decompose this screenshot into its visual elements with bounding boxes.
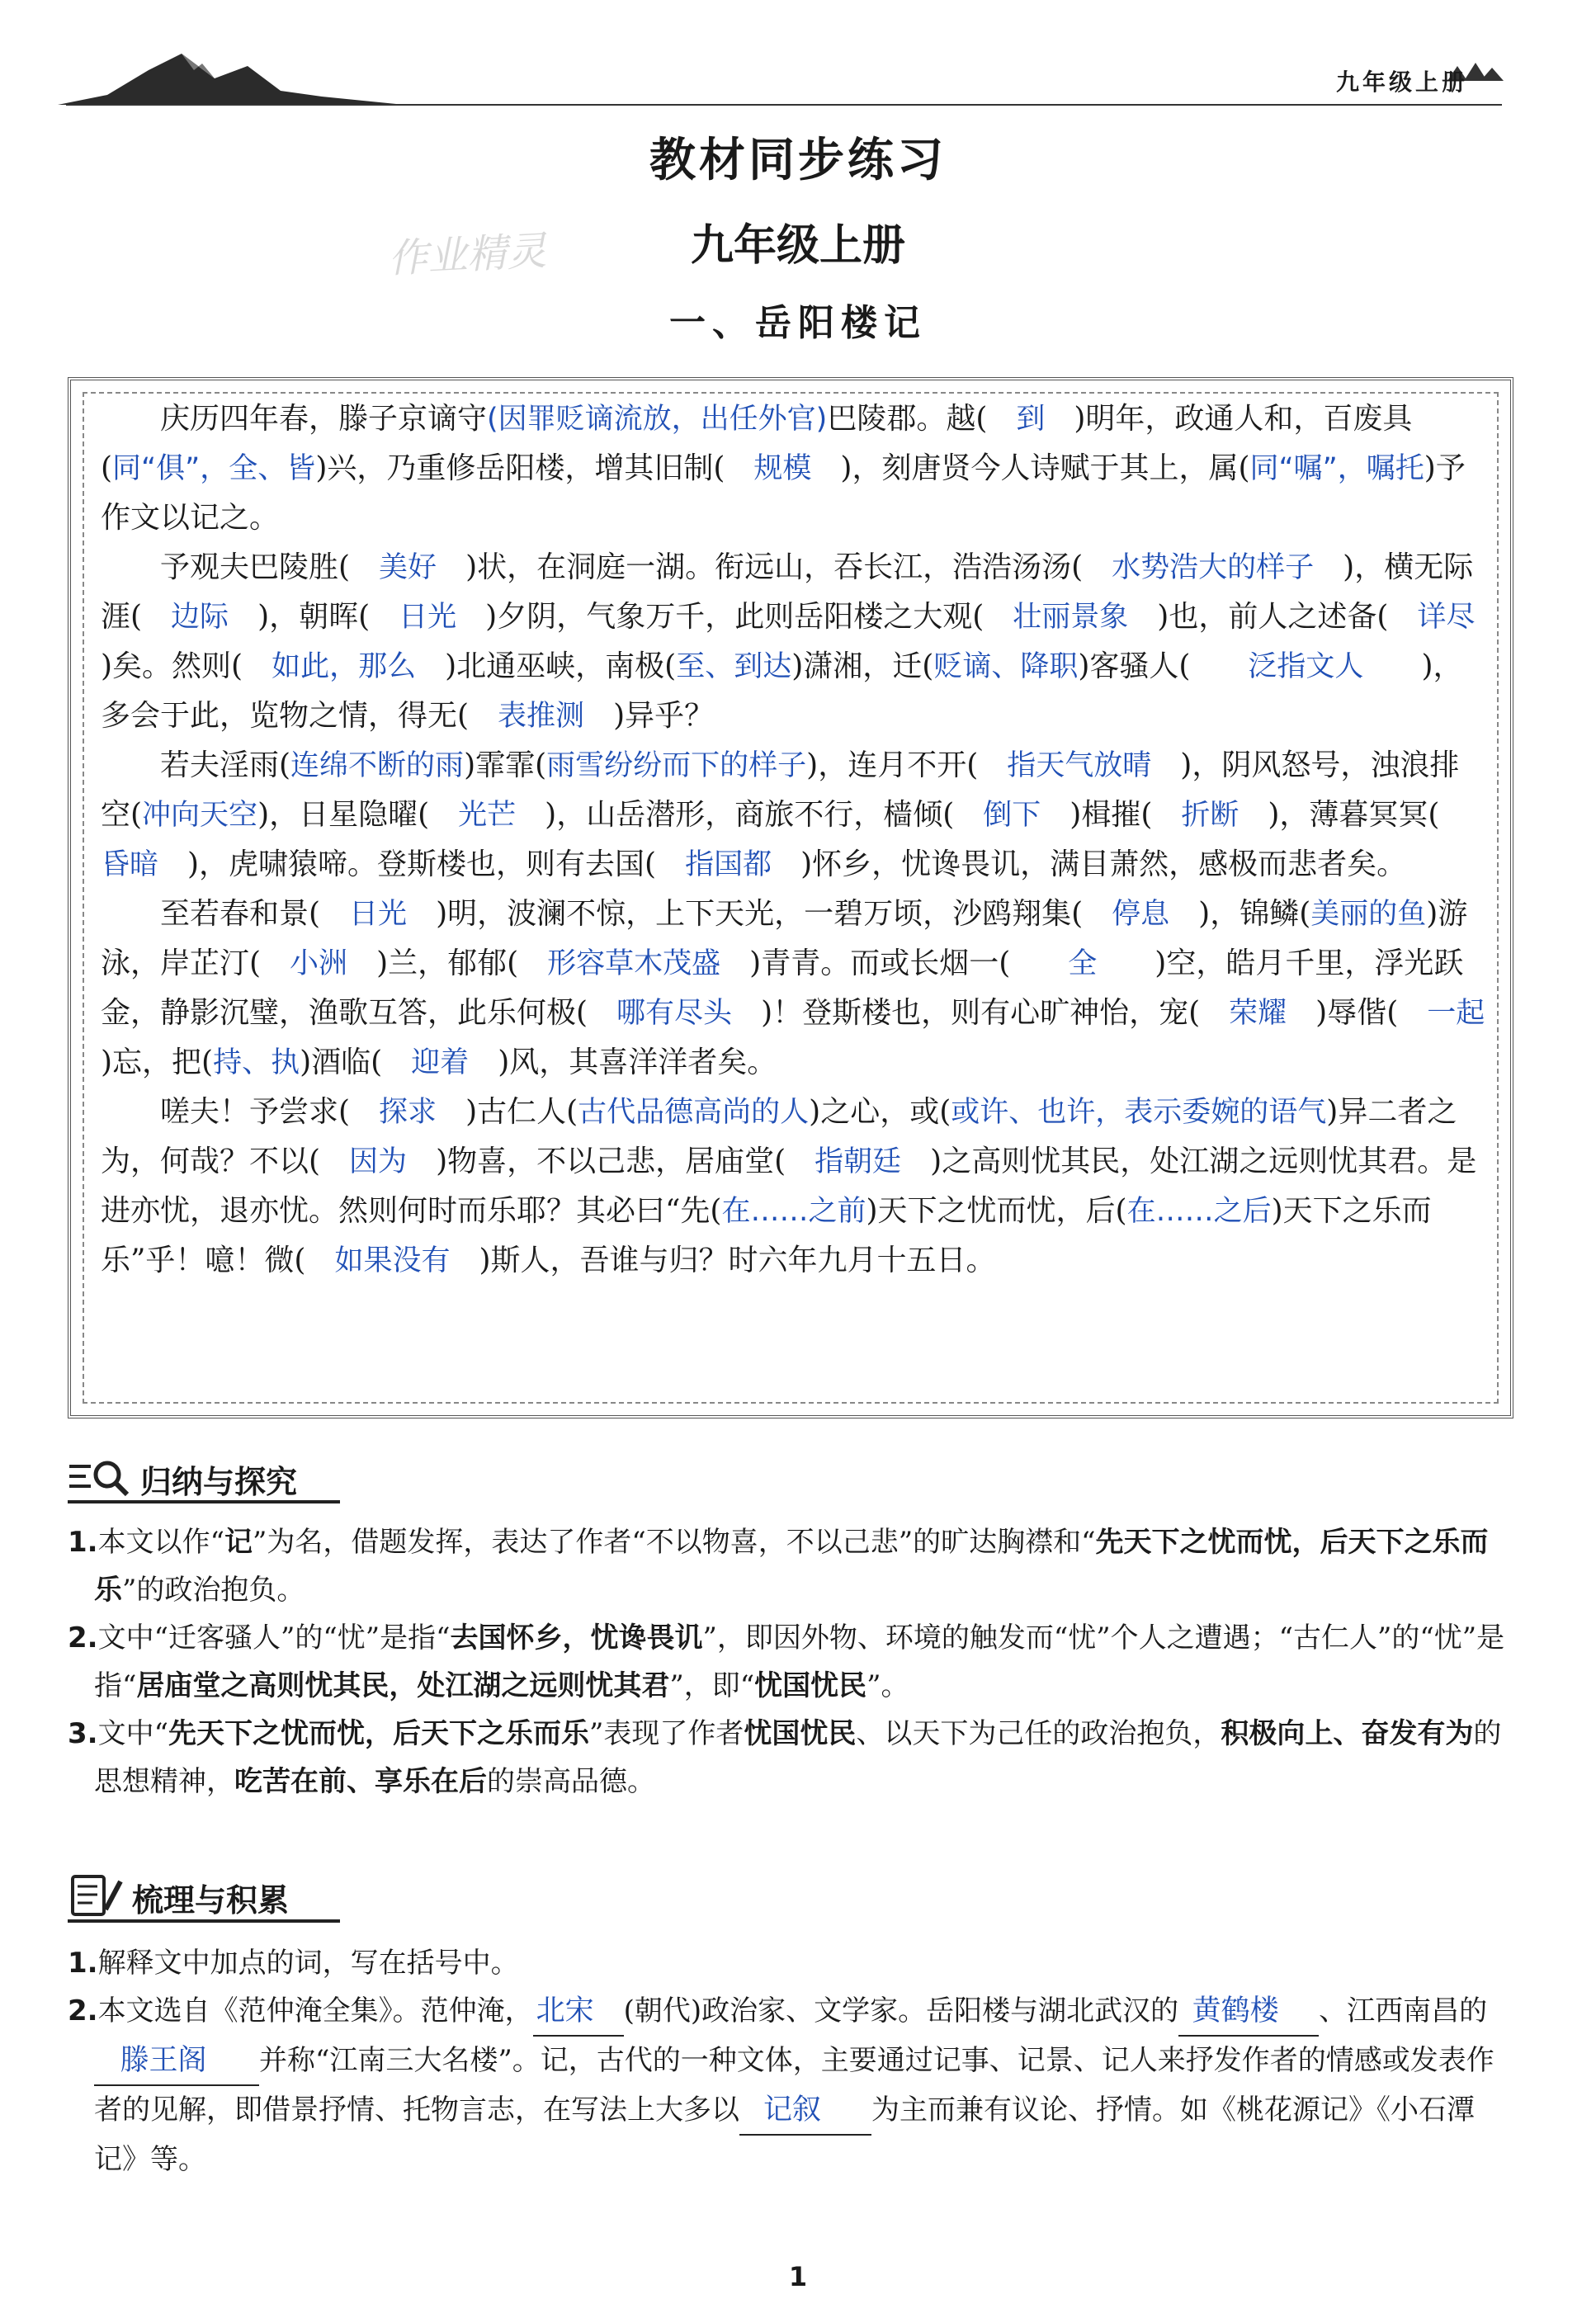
passage-paragraph-2 [101,543,1504,741]
text-run: )霏霏( [464,748,547,782]
text-run: 文中“ [97,1717,168,1750]
handwritten-answer[interactable]: 到 [987,403,1074,436]
handwritten-answer[interactable]: 美丽的鱼 [1310,898,1427,931]
text-run: )，锦鳞( [1198,897,1311,931]
handwritten-answer[interactable]: 冲向天空 [142,799,258,832]
handwritten-answer[interactable]: 至、到达 [676,650,792,683]
text-run: )异二者之为，何哉？不以( [101,1095,1457,1178]
handwritten-answer[interactable]: 日光 [320,898,437,931]
handwritten-answer[interactable]: 因为 [320,1145,437,1178]
text-run: )！登斯楼也，则有心旷神怡，宠( [761,996,1201,1030]
text-run: )，连月不开( [806,748,979,782]
handwritten-answer[interactable]: 在……之后 [1126,1195,1272,1228]
handwritten-answer[interactable]: 壮丽景象 [984,601,1158,634]
text-run: )客骚人( [1078,649,1191,683]
answer-blank-nanchang-tower[interactable]: 滕王阁 [94,2037,259,2086]
handwritten-answer[interactable]: 泛指文人 [1190,650,1422,683]
notebook-pencil-icon [68,1873,125,1918]
handwritten-answer[interactable]: 指天气放晴 [978,749,1181,782]
text-run: ”为名，借题发挥，表达了作者“不以物喜，不以己悲”的旷达胸襟和“ [252,1526,1096,1559]
answer-blank-writing-style[interactable]: 记叙 [739,2086,871,2136]
bold-answer: 记 [224,1526,253,1559]
handwritten-answer[interactable]: 迎着 [382,1046,498,1079]
text-run: )，山岳潜形，商旅不行，樯倾( [545,798,955,832]
text-run: )酒临( [300,1046,383,1079]
handwritten-answer[interactable]: 日光 [370,601,486,634]
text-run: )风，其喜洋洋者矣。 [498,1046,777,1079]
text-run: )，朝晖( [257,600,371,634]
text-run: 予观夫巴陵胜( [160,550,351,584]
text-run: 巴陵郡。越( [827,402,988,436]
text-run: )之高则忧其民，处江湖之远则忧其君。是进亦忧，退亦忧。然则何时而乐耶？其必曰“先( [101,1145,1477,1228]
bold-answer: 忧国忧民 [754,1669,867,1702]
handwritten-answer[interactable]: 探求 [350,1096,466,1129]
text-run: 至若春和景( [160,897,321,931]
handwritten-answer[interactable]: 全 [1010,947,1155,980]
handwritten-answer[interactable]: 同“嘱”，嘱托 [1249,452,1424,485]
handwritten-answer[interactable]: 在……之前 [721,1195,866,1228]
handwritten-answer[interactable]: 美好 [350,551,466,584]
handwritten-answer[interactable]: 停息 [1083,898,1199,931]
summary-item-1: 1.本文以作“记”为名，借题发挥，表达了作者“不以物喜，不以己悲”的旷达胸襟和“先天下之忧而忧，后天下之乐而乐”的政治抱负。 [68,1526,1489,1607]
bold-answer: 忧国忧民 [744,1717,857,1750]
text-run: )空，皓月千里，浮光跃金，静影沉璧，渔歌互答，此乐何极( [101,946,1464,1030]
passage-paragraph-3 [101,741,1487,890]
text-run: ”。 [866,1669,909,1702]
bold-answer: 先天下之忧而忧，后天下之乐而乐 [94,1526,1489,1607]
text-run: )忘，把( [101,1046,214,1079]
bold-answer: 先天下之忧而忧，后天下之乐而乐 [168,1717,589,1750]
passage-text [101,394,1514,1286]
handwritten-answer[interactable]: 荣耀 [1200,997,1316,1030]
text-run: )天下之忧而忧，后( [866,1194,1127,1228]
text-run: )天下之乐而乐”乎！噫！微( [101,1194,1432,1277]
handwritten-answer[interactable]: 表推测 [469,700,614,733]
handwritten-answer[interactable]: 小洲 [261,947,377,980]
section-underline [68,1500,340,1503]
bold-answer: 居庙堂之高则忧其民，处江湖之远则忧其君 [136,1669,670,1702]
text-run: )，刻唐贤今人诗赋于其上，属( [840,451,1250,485]
handwritten-answer[interactable]: 或许、也许，表示委婉的语气 [951,1096,1327,1129]
handwritten-answer[interactable]: 倒下 [954,799,1070,832]
text-run: ”，即因外物、环境的触发而“忧”个人之遭遇；“古仁人”的“忧”是指“ [94,1621,1505,1702]
text-run: 本文以作“ [97,1526,224,1559]
handwritten-answer[interactable]: 如此，那么 [243,650,446,683]
answer-blank-wuhan-tower[interactable]: 黄鹤楼 [1178,1987,1319,2037]
text-run: )楫摧( [1070,798,1153,832]
text-run: )矣。然则( [101,649,243,683]
summary-question-list [68,1518,1512,1806]
mountain-decoration-icon [58,45,404,111]
section-title-summary: 归纳与探究 [140,1464,298,1500]
text-run: ”表现了作者 [588,1717,744,1750]
handwritten-answer[interactable]: 昏暗 [101,799,1469,881]
text-run: 嗟夫！予尝求( [160,1095,351,1129]
handwritten-answer[interactable]: 形容草木茂盛 [518,947,750,980]
text-run: )夕阴，气象万千，此则岳阳楼之大观( [485,600,985,634]
text-run: )北通巫峡，南极( [445,649,677,683]
section-title-review: 梳理与积累 [132,1882,290,1919]
handwritten-answer[interactable]: 指朝廷 [786,1145,931,1178]
text-run: )之心，或( [809,1095,951,1129]
handwritten-answer[interactable]: 如果没有 [305,1244,479,1277]
lesson-title: 一、岳阳楼记 [669,302,927,344]
answer-blank-dynasty[interactable]: 北宋 [533,1987,624,2037]
summary-item-2: 2.文中“迁客骚人”的“忧”是指“去国怀乡，忧谗畏讥”，即因外物、环境的触发而“忧”个人之遭遇；“古仁人”的“忧”是指“居庙堂之高则忧其民，处江湖之远则忧其君”，即“忧国忧民”。 [68,1621,1505,1702]
text-run: ”的政治抱负。 [122,1574,305,1607]
text-run: )怀乡，忧谗畏讥，满目萧然，感极而悲者矣。 [800,847,1407,881]
handwritten-answer[interactable]: 指国都 [656,848,801,881]
handwritten-answer[interactable]: 古代品德高尚的人 [578,1096,810,1129]
text-run: )状，在洞庭一湖。衔远山，吞长江，浩浩汤汤( [465,550,1084,584]
text-run: )古仁人( [465,1095,578,1129]
text-run: )斯人，吾谁与归？时六年九月十五日。 [479,1244,996,1277]
passage-paragraph-4 [101,890,1514,1088]
text-run: )，薄暮冥冥( [1268,798,1440,832]
handwritten-answer[interactable]: 详尽 [1388,601,1504,634]
handwritten-answer[interactable]: 水势浩大的样子 [1083,551,1343,584]
page-number: 1 [788,2261,808,2292]
page-title: 教材同步练习 [649,134,947,187]
text-run: ”，即“ [669,1669,755,1702]
grade-title: 九年级上册 [690,221,905,271]
text-run: 的思想精神， [94,1717,1502,1798]
handwritten-answer[interactable]: 贬谪、降职 [933,650,1079,683]
text-run: 、以天下为己任的政治抱负， [856,1717,1221,1750]
text-run: )，阴风怒号，浊浪排空( [101,748,1460,832]
handwritten-answer[interactable]: 边际 [142,601,258,634]
text-run: )异乎？ [613,699,715,733]
handwritten-answer[interactable]: 哪有尽头 [588,997,762,1030]
text-run: )兰，郁郁( [376,946,519,980]
text-run: 若夫淫雨( [160,748,291,782]
text-run: )明年，政通人和，百废具( [101,402,1413,485]
text-run: 的崇高品德。 [487,1765,655,1798]
text-run: )兴，乃重修岳阳楼，增其旧制( [315,451,725,485]
text-run: )，日星隐曜( [257,798,430,832]
bold-answer: 去国怀乡，忧谗畏讥 [450,1621,703,1655]
handwritten-answer[interactable]: (因罪贬谪流放，出任外官) [487,403,828,436]
passage-paragraph-5 [101,1088,1487,1286]
handwritten-answer[interactable]: 同“俱”，全、皆 [112,452,316,485]
handwritten-answer[interactable]: 光芒 [429,799,545,832]
text-run: )青青。而或长烟一( [749,946,1011,980]
text-run: )，横无际涯( [101,550,1474,634]
header-label: 九年级上册 [1335,68,1468,96]
bold-answer: 吃苦在前、享乐在后 [234,1765,487,1798]
text-run: )明，波澜不惊，上下天光，一碧万顷，沙鸥翔集( [436,897,1084,931]
handwritten-answer[interactable]: 持、执 [213,1046,300,1079]
handwritten-answer[interactable]: 一起 [1398,997,1514,1030]
text-run: )也，前人之述备( [1157,600,1389,634]
text-run: )，虎啸猿啼。登斯楼也，则有去国( [187,847,657,881]
text-run: )潇湘，迁( [791,649,934,683]
magnifier-icon [68,1456,134,1498]
text-run: )辱偕( [1315,996,1399,1030]
handwritten-answer[interactable]: 雨雪纷纷而下的样子 [546,749,807,782]
text-run: 文中“迁客骚人”的“忧”是指“ [97,1621,451,1655]
review-question-list [68,1939,1512,2183]
handwritten-answer[interactable]: 折断 [1152,799,1268,832]
header-rule [66,104,1502,106]
summary-item-3: 3.文中“先天下之忧而忧，后天下之乐而乐”表现了作者忧国忧民、以天下为己任的政治抱负，积极向上、奋发有为的思想精神，吃苦在前、享乐在后的崇高品德。 [68,1717,1502,1798]
section-underline [68,1919,340,1923]
text-run: 庆历四年春，滕子京谪守 [160,402,488,436]
text-run: )，多会于此，览物之情，得无( [101,649,1463,733]
text-run: )物喜，不以己悲，居庙堂( [436,1145,786,1178]
handwritten-answer[interactable]: 规模 [725,452,841,485]
review-item-1: 1.解释文中加点的词，写在括号中。 [68,1947,519,1980]
text-run: )游泳，岸芷汀( [101,897,1468,980]
review-item-2: 2.本文选自《范仲淹全集》。范仲淹， 北宋 (朝代)政治家、文学家。岳阳楼与湖北武汉的 黄鹤楼 、江西南昌的滕王阁 并称“江南三大名楼”。记，古代的一种文体，主要通过记事、记景、记人来抒发作者的情感或发表作者的见解，即借景抒情、托物言志，在写法上大多以 记叙 为主而兼有议论、抒情。如《桃花源记》《小石潭记》等。 [68,1987,1512,2183]
passage-paragraph-1 [101,394,1487,543]
watermark: 作业精灵 [386,228,548,282]
text-run: )予作文以记之。 [101,451,1466,535]
handwritten-answer[interactable]: 连绵不断的雨 [290,749,465,782]
bold-answer: 积极向上、奋发有为 [1221,1717,1474,1750]
